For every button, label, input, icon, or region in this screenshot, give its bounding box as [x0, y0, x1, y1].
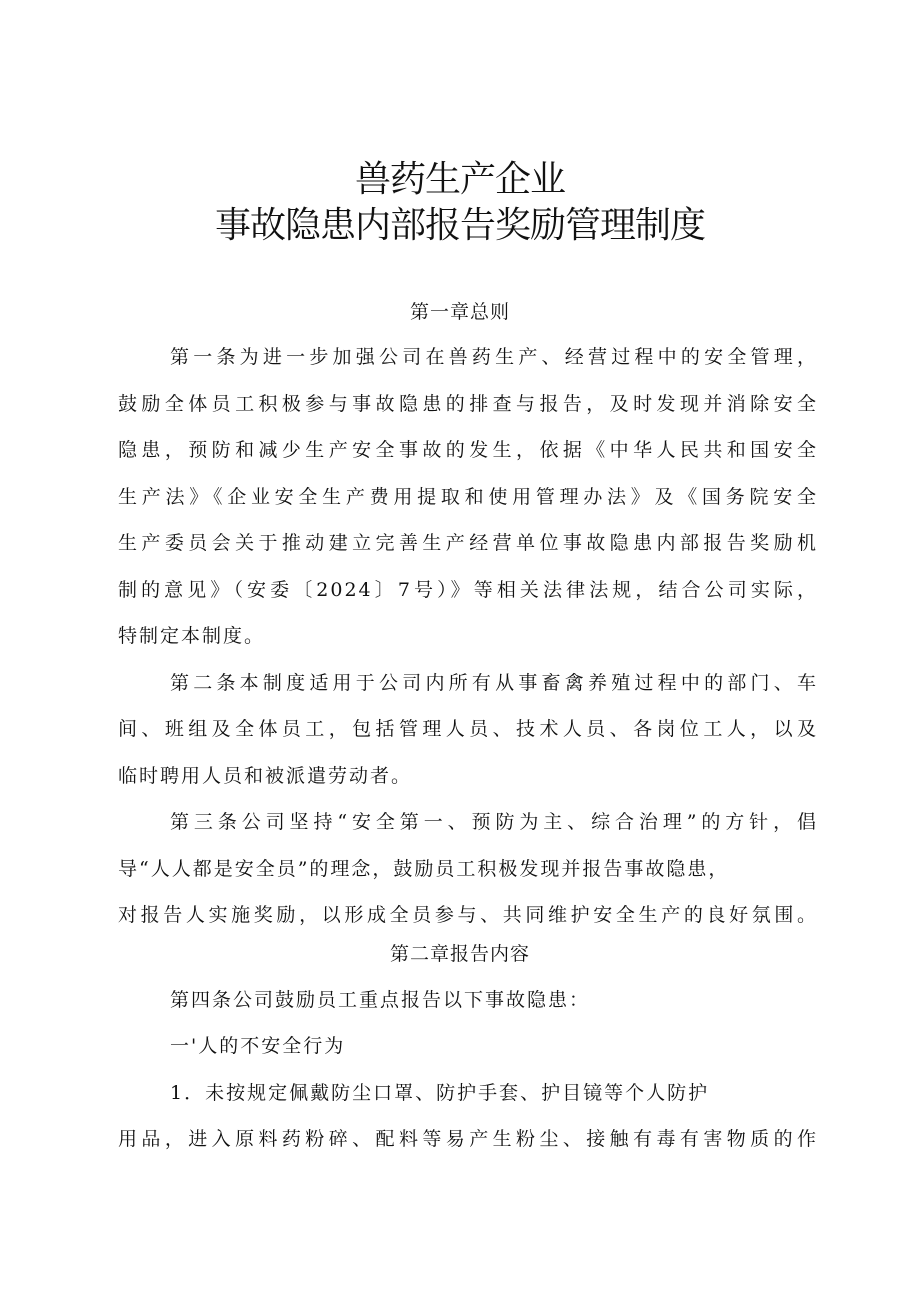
- article-1-line-2: 鼓励全体员工积极参与事故隐患的排查与报告，及时发现并消除安全: [118, 393, 818, 415]
- document-title-line-1: 兽药生产企业: [354, 159, 565, 200]
- article-2-line-3: 临时聘用人员和被派遣劳动者。: [118, 765, 413, 787]
- article-3-line-3: 对报告人实施奖励，以形成全员参与、共同维护安全生产的良好氛围。: [118, 904, 818, 926]
- article-3-line-2: 导“人人都是安全员”的理念，鼓励员工积极发现并报告事故隐患，: [118, 858, 730, 880]
- article-1-line-1: 第一条为进一步加强公司在兽药生产、经营过程中的安全管理，: [170, 346, 818, 368]
- article-4-line: 第四条公司鼓励员工重点报告以下事故隐患：: [170, 989, 591, 1011]
- article-1-line-4: 生产法》《企业安全生产费用提取和使用管理办法》及《国务院安全: [118, 486, 818, 508]
- article-3-line-1: 第三条公司坚持“安全第一、预防为主、综合治理”的方针，倡: [170, 811, 818, 833]
- chapter-1-heading: 第一章总则: [409, 301, 510, 323]
- article-1-line-3: 隐患，预防和减少生产安全事故的发生，依据《中华人民共和国安全: [118, 439, 818, 461]
- article-1-line-5: 生产委员会关于推动建立完善生产经营单位事故隐患内部报告奖励机: [118, 532, 818, 554]
- chapter-2-heading: 第二章报告内容: [389, 943, 530, 965]
- item-1-line-2: 用品，进入原料药粉碎、配料等易产生粉尘、接触有毒有害物质的作: [118, 1128, 818, 1150]
- article-2-line-2: 间、班组及全体员工，包括管理人员、技术人员、各岗位工人，以及: [118, 718, 818, 740]
- section-1-heading: 一'人的不安全行为: [170, 1035, 346, 1057]
- article-1-line-7: 特制定本制度。: [118, 625, 266, 647]
- article-1-line-6: 制的意见》（安委〔2024〕7号）》等相关法律法规，结合公司实际，: [118, 579, 818, 601]
- article-2-line-1: 第二条本制度适用于公司内所有从事畜禽养殖过程中的部门、车: [170, 672, 818, 694]
- item-1-line-1: 1．未按规定佩戴防尘口罩、防护手套、护目镜等个人防护: [170, 1082, 710, 1104]
- document-title-line-2: 事故隐患内部报告奖励管理制度: [214, 205, 705, 246]
